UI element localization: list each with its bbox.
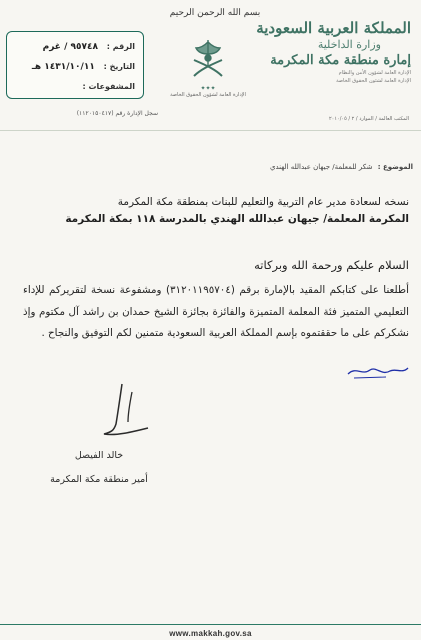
basmala: بسم الله الرحمن الرحيم — [169, 8, 261, 18]
letterhead — [256, 18, 411, 85]
emirate-name: إمارة منطقة مكة المكرمة — [270, 53, 411, 68]
subject-line — [270, 163, 413, 171]
subject-label: الموضوع : — [377, 163, 413, 171]
reference-date-label: التاريخ — [109, 62, 135, 71]
registry-note: سجل الإدارة رقم (١١٢٠١٥٠٤١٧) — [76, 110, 158, 117]
addressee-line-1: نسخه لسعادة مدير عام التربية والتعليم للبنات بمنطقة مكة المكرمة — [117, 196, 409, 208]
header-stamp: المكتب العالمة / الموارد / ٢ / ٢٠١٠/٠٥ — [328, 116, 409, 122]
reference-number-label: الرقم — [112, 42, 135, 51]
svg-text:✦✦✦: ✦✦✦ — [200, 85, 216, 92]
footer-url: www.makkah.gov.sa — [169, 629, 252, 638]
ministry-name: وزارة الداخلية — [317, 38, 381, 51]
signer-title: أمير منطقة مكة المكرمة — [50, 474, 148, 485]
reference-box — [6, 31, 144, 99]
handwritten-date-mark-icon — [346, 362, 410, 380]
reference-date-row: التاريخ : ١٤٣١/١٠/١١ هـ — [31, 62, 135, 72]
emblem-caption: الإدارة العامة لشؤون الحقوق الخاصة — [170, 92, 246, 98]
saudi-emblem-icon — [186, 36, 230, 92]
attachments-label: المشفوعات : — [82, 82, 135, 91]
greeting: السلام عليكم ورحمة الله وبركاته — [254, 258, 409, 272]
signer-name: خالد الفيصل — [74, 450, 124, 461]
reference-number-value: ٩٥٧٤٨ / غرم — [42, 42, 98, 52]
signature-mark — [92, 382, 158, 444]
reference-number-row: الرقم : ٩٥٧٤٨ / غرم — [42, 42, 135, 52]
kingdom-name: المملكة العربية السعودية — [256, 19, 411, 37]
header-divider — [0, 130, 421, 131]
letter-body: أطلعنا على كتابكم المقيد بالإمارة برقم (٣١٢٠١١٩٥٧٠٤) ومشفوعة نسخة لتقريركم للإداء التعليمي المتميز فئة المعلمة المتميزة والفائزة بجائزة الشيخ حمدان بن راشد آل مكتوم وإذ نشكركم على ما حققتموه بإسم المملكة العربية السعودية متمنين لكم التوفيق والنجاح . — [23, 284, 409, 339]
attachments-row — [82, 82, 135, 91]
addressee-line-2: المكرمة المعلمة/ جيهان عبدالله الهندي بالمدرسة ١١٨ بمكة المكرمة — [65, 213, 409, 225]
subject-text: شكر للمعلمة/ جيهان عبدالله الهندي — [270, 163, 373, 171]
department-line-2: الإدارة العامة لشئون الحقوق الخاصة — [336, 78, 411, 84]
department-line-1: الإدارة العامة لشؤون الأمن والنظام — [338, 70, 411, 76]
reference-date-value: ١٤٣١/١٠/١١ هـ — [31, 62, 95, 72]
footer-divider — [0, 624, 421, 625]
